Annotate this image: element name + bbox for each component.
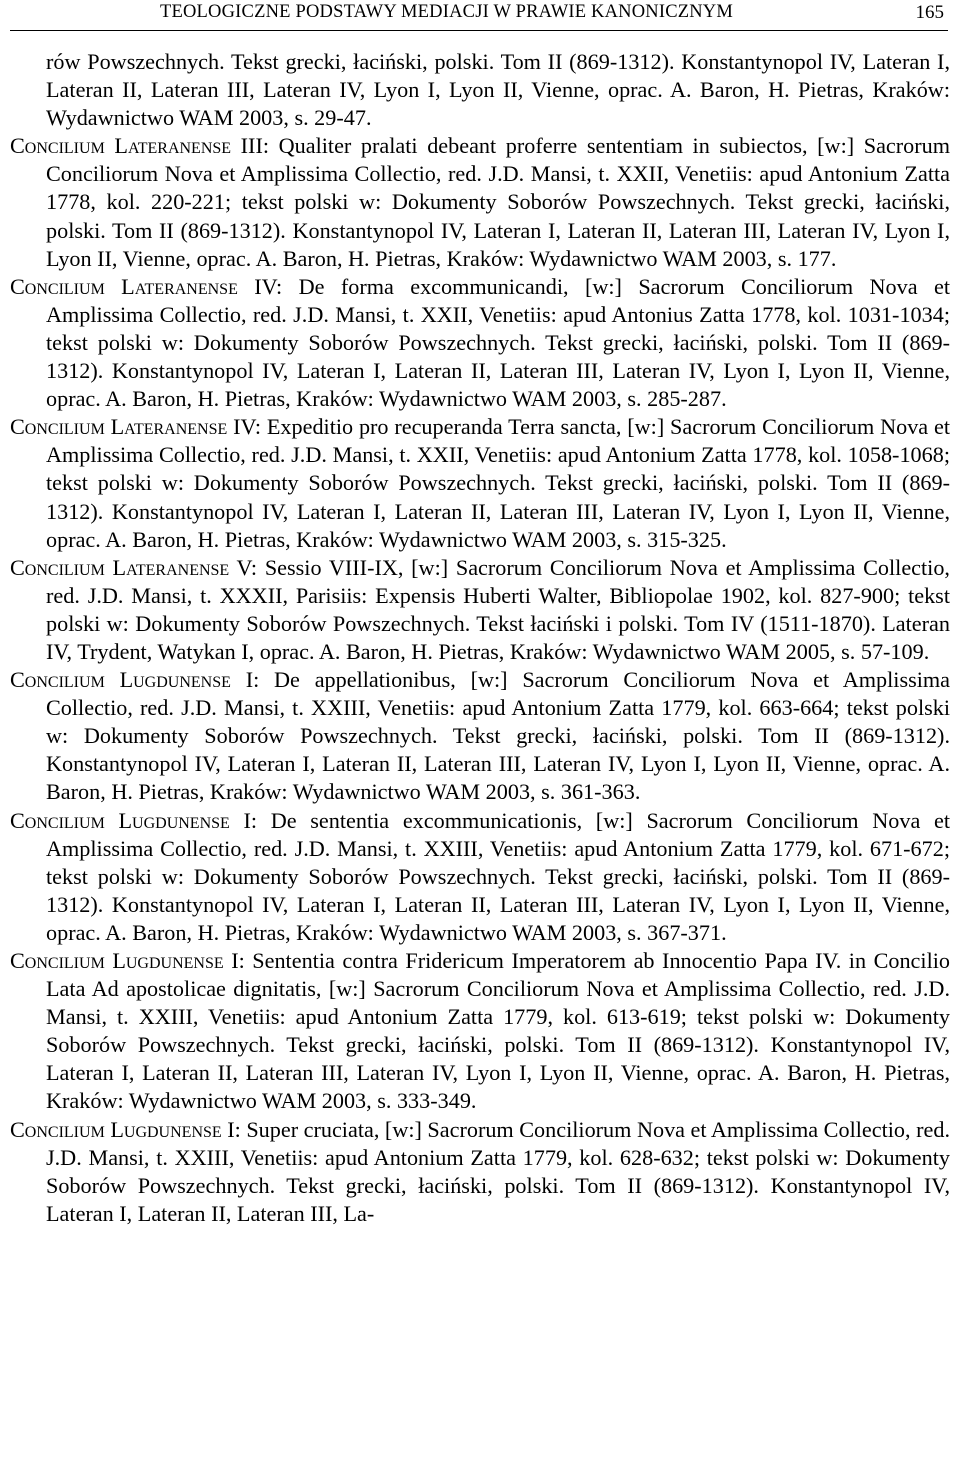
entry-text: V: Sessio VIII-IX, [w:] Sacrorum Conciliorum Nova et Amplissima Collectio, red. J.D. Mansi, t. XXXII, Parisiis: Expensis Huberti Walter, Bibliopolae 1902, kol. 827-900; tekst polski w: Dokumenty Soborów Powszechnych. Tekst łaciński i polski. Tom IV (1511-1870). Lateran IV, Trydent, Watykan I, oprac. A. Baron, H. Pietras, Kraków: Wydawnictwo WAM 2005, s. 57-109. — [46, 554, 950, 664]
entry-head: Concilium Lugdunense — [10, 948, 224, 973]
page-number: 165 — [915, 2, 944, 23]
bibliography-entry-lateranense-v — [10, 554, 950, 666]
entry-head: Concilium Lateranense — [10, 414, 228, 440]
bibliography-list — [10, 48, 950, 1228]
entry-text: I: De appellationibus, [w:] Sacrorum Conciliorum Nova et Amplissima Collectio, red. J.D. Mansi, t. XXIII, Venetiis: apud Antonium Zatta 1779, kol. 663-664; tekst polski w: Dokumenty Soborów Powszechnych. Tekst grecki, łaciński, polski. Tom II (869-1312). Konstantynopol IV, Lateran I, Lateran II, Lateran III, Lateran IV, Lyon I, Lyon II, Vienne, oprac. A. Baron, H. Pietras, Kraków: Wydawnictwo WAM 2003, s. 361-363. — [46, 667, 950, 805]
entry-text: I: Super cruciata, [w:] Sacrorum Conciliorum Nova et Amplissima Collectio, red. J.D. Mansi, t. XXIII, Venetiis: apud Antonium Zatta 1779, kol. 628-632; tekst polski w: Dokumenty Soborów Powszechnych. Tekst grecki, łaciński, polski. Tom II (869-1312). Konstantynopol IV, Lateran I, Lateran II, Lateran III, La- — [46, 1116, 950, 1226]
entry-head: Concilium Lugdunense — [10, 667, 231, 693]
bibliography-entry-continued — [10, 48, 950, 132]
running-head — [10, 0, 948, 31]
entry-text: rów Powszechnych. Tekst grecki, łaciński, polski. Tom II (869-1312). Konstantynopol IV, Lateran I, Lateran II, Lateran III, Lateran IV, Lyon I, Lyon II, Vienne, oprac. A. Baron, H. Pietras, Kraków: Wydawnictwo WAM 2003, s. 29-47. — [46, 49, 950, 131]
entry-head: Concilium Lateranense — [10, 273, 238, 299]
entry-text: IV: De forma excommunicandi, [w:] Sacrorum Conciliorum Nova et Amplissima Collectio, red. J.D. Mansi, t. XXII, Venetiis: apud Antonius Zatta 1778, kol. 1031-1034; tekst polski w: Dokumenty Soborów Powszechnych. Tekst grecki, łaciński, polski. Tom II (869-1312). Konstantynopol IV, Lateran I, Lateran II, Lateran III, Lateran IV, Lyon I, Lyon II, Vienne, oprac. A. Baron, H. Pietras, Kraków: Wydawnictwo WAM 2003, s. 285-287. — [46, 273, 950, 412]
bibliography-entry-lugdunense-i-sententia — [10, 807, 950, 947]
bibliography-entry-lugdunense-i-appellationibus — [10, 666, 950, 806]
bibliography-entry-lugdunense-i-cruciata — [10, 1116, 950, 1228]
entry-text: IV: Expeditio pro recuperanda Terra sancta, [w:] Sacrorum Conciliorum Nova et Amplissima Collectio, red. J.D. Mansi, t. XXII, Venetiis: apud Antonium Zatta 1778, kol. 1058-1068; tekst polski w: Dokumenty Soborów Powszechnych. Tekst grecki, łaciński, polski. Tom II (869-1312). Konstantynopol IV, Lateran I, Lateran II, Lateran III, Lateran IV, Lyon I, Lyon II, Vienne, oprac. A. Baron, H. Pietras, Kraków: Wydawnictwo WAM 2003, s. 315-325. — [46, 414, 950, 552]
running-title: TEOLOGICZNE PODSTAWY MEDIACJI W PRAWIE KANONICZNYM — [160, 2, 734, 22]
bibliography-entry-lateranense-iv-expeditio — [10, 413, 950, 553]
entry-head: Concilium Lateranense — [10, 133, 232, 159]
entry-text: I: De sententia excommunicationis, [w:] Sacrorum Conciliorum Nova et Amplissima Collectio, red. J.D. Mansi, t. XXIII, Venetiis: apud Antonium Zatta 1779, kol. 671-672; tekst polski w: Dokumenty Soborów Powszechnych. Tekst grecki, łaciński, polski. Tom II (869-1312). Konstantynopol IV, Lateran I, Lateran II, Lateran III, Lateran IV, Lyon I, Lyon II, Vienne, oprac. A. Baron, H. Pietras, Kraków: Wydawnictwo WAM 2003, s. 367-371. — [46, 807, 950, 945]
entry-text: I: Sententia contra Fridericum Imperatorem ab Innocentio Papa IV. in Concilio Lata Ad apostolicae dignitatis, [w:] Sacrorum Conciliorum Nova et Amplissima Collectio, red. J.D. Mansi, t. XXIII, Venetiis: apud Antonium Zatta 1779, kol. 613-619; tekst polski w: Dokumenty Soborów Powszechnych. Tekst grecki, łaciński, polski. Tom II (869-1312). Konstantynopol IV, Lateran I, Lateran II, Lateran III, Lateran IV, Lyon I, Lyon II, Vienne, oprac. A. Baron, H. Pietras, Kraków: Wydawnictwo WAM 2003, s. 333-349. — [46, 948, 950, 1114]
entry-text: III: Qualiter pralati debeant proferre sententiam in subiectos, [w:] Sacrorum Conciliorum Nova et Amplissima Collectio, red. J.D. Mansi, t. XXII, Venetiis: apud Antonium Zatta 1778, kol. 220-221; tekst polski w: Dokumenty Soborów Powszechnych. Tekst grecki, łaciński, polski. Tom II (869-1312). Konstantynopol IV, Lateran I, Lateran II, Lateran III, Lateran IV, Lyon I, Lyon II, Vienne, oprac. A. Baron, H. Pietras, Kraków: Wydawnictwo WAM 2003, s. 177. — [46, 133, 950, 271]
entry-head: Concilium Lugdunense — [10, 807, 230, 833]
bibliography-entry-lateranense-iii — [10, 132, 950, 272]
entry-head: Concilium Lugdunense — [10, 1116, 222, 1142]
bibliography-entry-lateranense-iv-excommunicandi — [10, 273, 950, 413]
entry-head: Concilium Lateranense — [10, 554, 230, 580]
bibliography-entry-lugdunense-i-fridericum — [10, 947, 950, 1116]
